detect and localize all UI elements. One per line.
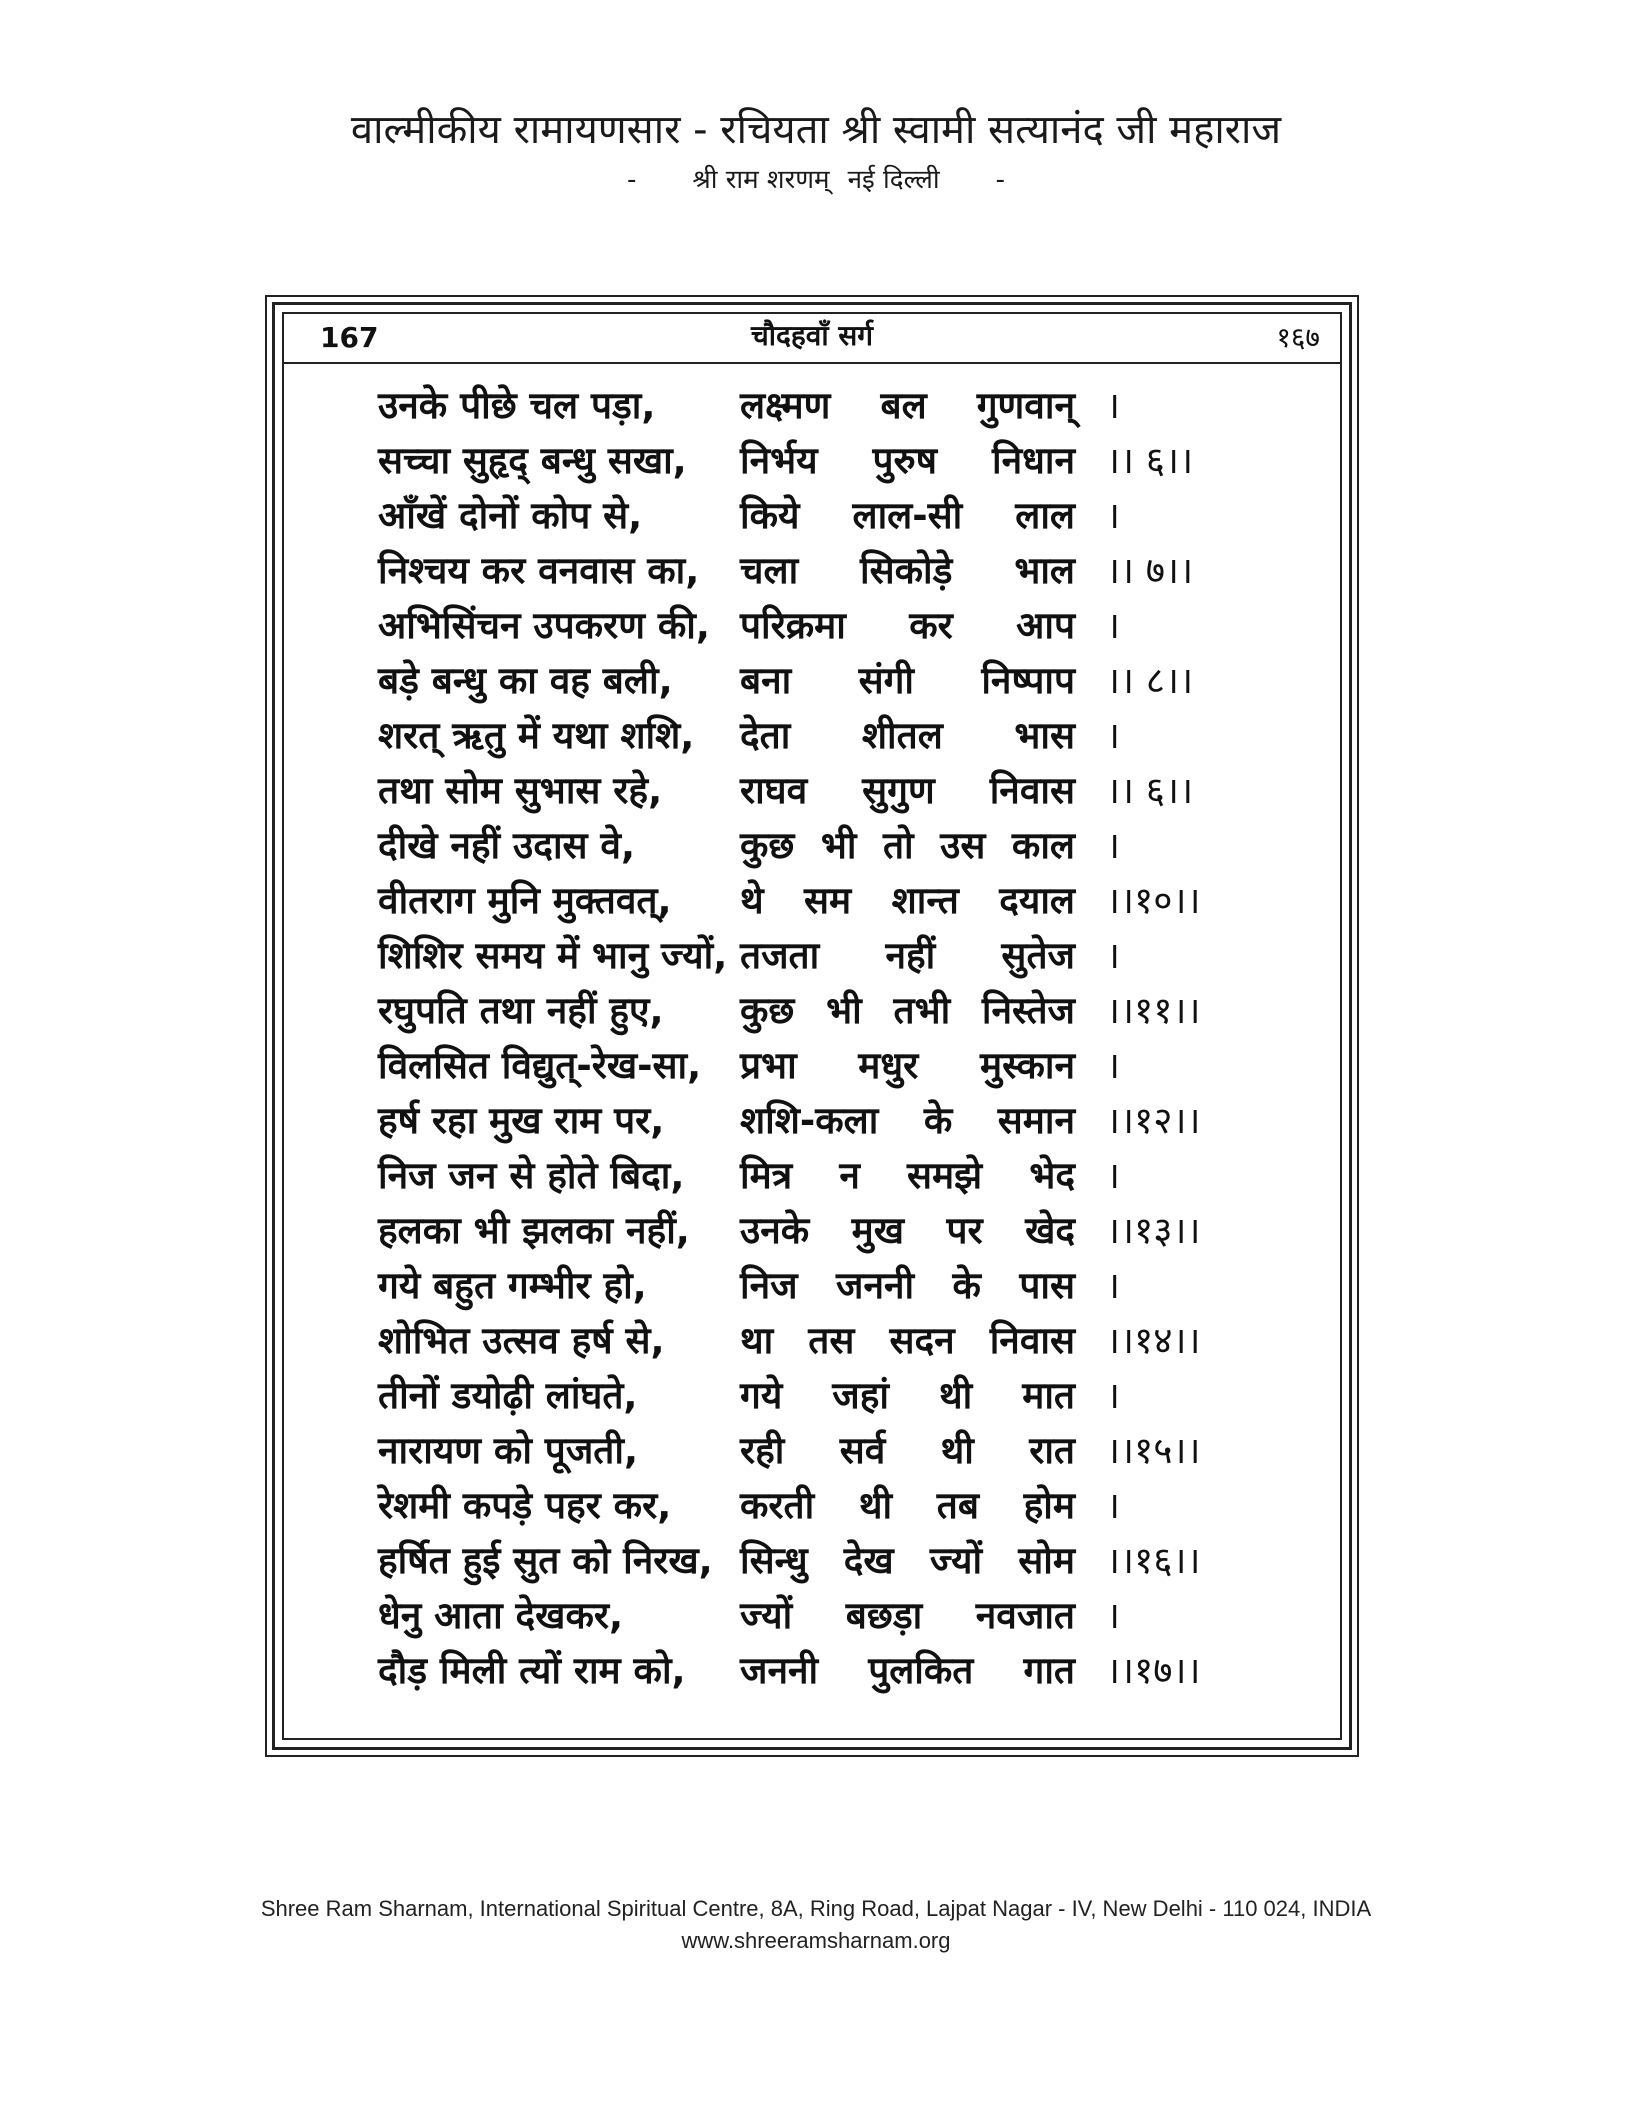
- verse-mark: ।।१३।।: [1106, 1209, 1201, 1252]
- verse-line: [0, 598, 1632, 653]
- verse-first-half: नारायण को पूजती,: [378, 1429, 639, 1472]
- verse-line: [0, 928, 1632, 983]
- verse-first-half: शिशिर समय में भानु ज्यों,: [378, 934, 728, 977]
- verse-mark: ।।१६।।: [1106, 1539, 1201, 1582]
- subtitle-text-2: नई दिल्ली: [847, 165, 940, 195]
- verse-line: [0, 708, 1632, 763]
- verse-mark: ।। ६।।: [1106, 769, 1194, 812]
- verse-first-half: सच्चा सुहृद् बन्धु सखा,: [378, 439, 687, 482]
- verse-first-half: निश्चय कर वनवास का,: [378, 549, 700, 592]
- verse-mark: ।: [1106, 824, 1121, 867]
- verse-line: [0, 1588, 1632, 1643]
- chapter-title: चौदहवाँ सर्ग: [750, 319, 874, 352]
- subtitle-text-1: श्री राम शरणम्: [692, 165, 830, 195]
- verse-mark: ।: [1106, 1044, 1121, 1087]
- subtitle-dash-left: -: [626, 165, 637, 195]
- verse-first-half: दीखे नहीं उदास वे,: [378, 824, 636, 867]
- verse-line: [0, 1423, 1632, 1478]
- verse-first-half: शरत् ऋतु में यथा शशि,: [378, 714, 695, 757]
- verse-second-half: गये जहां थी मात: [740, 1374, 1075, 1417]
- verse-first-half: विलसित विद्युत्-रेख-सा,: [378, 1044, 702, 1087]
- verse-line: [0, 1258, 1632, 1313]
- verse-mark: ।: [1106, 494, 1121, 537]
- verse-second-half: उनके मुख पर खेद: [740, 1209, 1075, 1252]
- verse-first-half: वीतराग मुनि मुक्तवत्,: [378, 879, 672, 922]
- verse-line: [0, 1478, 1632, 1533]
- document-header-title: वाल्मीकीय रामायणसार - रचियता श्री स्वामी सत्यानंद जी महाराज: [350, 107, 1282, 153]
- page-number-latin: 167: [320, 321, 379, 354]
- verse-line: [0, 1368, 1632, 1423]
- verse-first-half: निज जन से होते बिदा,: [378, 1154, 685, 1197]
- verse-second-half: लक्ष्मण बल गुणवान्: [740, 384, 1075, 427]
- verse-second-half: बना संगी निष्पाप: [740, 659, 1075, 702]
- verse-second-half: कुछ भी तो उस काल: [740, 824, 1075, 867]
- verse-second-half: देता शीतल भास: [740, 714, 1075, 757]
- verse-second-half: प्रभा मधुर मुस्कान: [740, 1044, 1075, 1087]
- verse-line: [0, 433, 1632, 488]
- footer-address: Shree Ram Sharnam, International Spiritual Centre, 8A, Ring Road, Lajpat Nagar - IV, New Delhi - 110 024, INDIA: [260, 1896, 1372, 1921]
- verse-second-half: किये लाल-सी लाल: [740, 494, 1075, 537]
- verse-first-half: तथा सोम सुभास रहे,: [378, 769, 663, 812]
- verse-first-half: बड़े बन्धु का वह बली,: [378, 659, 673, 702]
- document-header-subtitle: [0, 160, 1632, 200]
- verse-second-half: करती थी तब होम: [740, 1484, 1075, 1527]
- verse-first-half: हलका भी झलका नहीं,: [378, 1209, 690, 1252]
- verse-first-half: हर्ष रहा मुख राम पर,: [378, 1099, 665, 1142]
- verse-first-half: शोभित उत्सव हर्ष से,: [378, 1319, 665, 1362]
- verse-mark: ।। ७।।: [1106, 549, 1194, 592]
- verse-first-half: रघुपति तथा नहीं हुए,: [378, 989, 664, 1032]
- verse-mark: ।: [1106, 714, 1121, 757]
- verse-second-half: राघव सुगुण निवास: [740, 769, 1075, 812]
- verse-second-half: ज्यों बछड़ा नवजात: [740, 1594, 1075, 1637]
- verse-second-half: रही सर्व थी रात: [740, 1429, 1075, 1472]
- verse-mark: ।।११।।: [1106, 989, 1201, 1032]
- verse-line: [0, 818, 1632, 873]
- verse-first-half: धेनु आता देखकर,: [378, 1594, 624, 1637]
- verse-first-half: अभिसिंचन उपकरण की,: [378, 604, 710, 647]
- verse-mark: ।।१७।।: [1106, 1649, 1201, 1692]
- footer-website-link[interactable]: www.shreeramsharnam.org: [681, 1928, 951, 1953]
- verse-line: [0, 1643, 1632, 1698]
- verse-line: [0, 488, 1632, 543]
- page-number-devanagari: १६७: [1276, 321, 1320, 354]
- verse-second-half: निर्भय पुरुष निधान: [740, 439, 1075, 482]
- verse-second-half: चला सिकोड़े भाल: [740, 549, 1075, 592]
- verse-line: [0, 763, 1632, 818]
- verse-mark: ।: [1106, 384, 1121, 427]
- verse-first-half: तीनों डयोढ़ी लांघते,: [378, 1374, 638, 1417]
- verse-second-half: तजता नहीं सुतेज: [740, 934, 1075, 977]
- verse-mark: ।: [1106, 1594, 1121, 1637]
- verse-second-half: जननी पुलकित गात: [740, 1649, 1075, 1692]
- verse-mark: ।: [1106, 1484, 1121, 1527]
- verse-mark: ।।१४।।: [1106, 1319, 1201, 1362]
- verse-second-half: कुछ भी तभी निस्तेज: [740, 989, 1075, 1032]
- verse-line: [0, 1038, 1632, 1093]
- verse-mark: ।: [1106, 1154, 1121, 1197]
- frame-header-divider: [282, 362, 1342, 364]
- verse-first-half: दौड़ मिली त्यों राम को,: [378, 1649, 686, 1692]
- verse-mark: ।: [1106, 1374, 1121, 1417]
- verse-mark: ।।१०।।: [1106, 879, 1201, 922]
- verse-mark: ।।१२।।: [1106, 1099, 1201, 1142]
- subtitle-dash-right: -: [995, 165, 1006, 195]
- verse-first-half: रेशमी कपड़े पहर कर,: [378, 1484, 672, 1527]
- verse-mark: ।: [1106, 604, 1121, 647]
- verse-second-half: मित्र न समझे भेद: [740, 1154, 1075, 1197]
- verse-line: [0, 1203, 1632, 1258]
- verse-first-half: आँखें दोनों कोप से,: [378, 494, 643, 537]
- verse-line: [0, 873, 1632, 928]
- verse-line: [0, 983, 1632, 1038]
- verse-mark: ।। ८।।: [1106, 659, 1194, 702]
- verse-second-half: परिक्रमा कर आप: [740, 604, 1075, 647]
- verse-first-half: गये बहुत गम्भीर हो,: [378, 1264, 647, 1307]
- verse-line: [0, 653, 1632, 708]
- verse-second-half: सिन्धु देख ज्यों सोम: [740, 1539, 1075, 1582]
- verse-second-half: था तस सदन निवास: [740, 1319, 1075, 1362]
- verse-second-half: शशि-कला के समान: [740, 1099, 1075, 1142]
- verse-line: [0, 1533, 1632, 1588]
- verse-mark: ।: [1106, 1264, 1121, 1307]
- verse-first-half: उनके पीछे चल पड़ा,: [378, 384, 656, 427]
- verse-line: [0, 378, 1632, 433]
- verse-second-half: थे सम शान्त दयाल: [740, 879, 1075, 922]
- verse-line: [0, 1093, 1632, 1148]
- verse-mark: ।।१५।।: [1106, 1429, 1201, 1472]
- verse-line: [0, 1148, 1632, 1203]
- verse-first-half: हर्षित हुई सुत को निरख,: [378, 1539, 713, 1582]
- verse-line: [0, 1313, 1632, 1368]
- verse-mark: ।: [1106, 934, 1121, 977]
- verse-mark: ।। ६।।: [1106, 439, 1194, 482]
- verse-list: [0, 378, 1632, 1698]
- verse-second-half: निज जननी के पास: [740, 1264, 1075, 1307]
- verse-line: [0, 543, 1632, 598]
